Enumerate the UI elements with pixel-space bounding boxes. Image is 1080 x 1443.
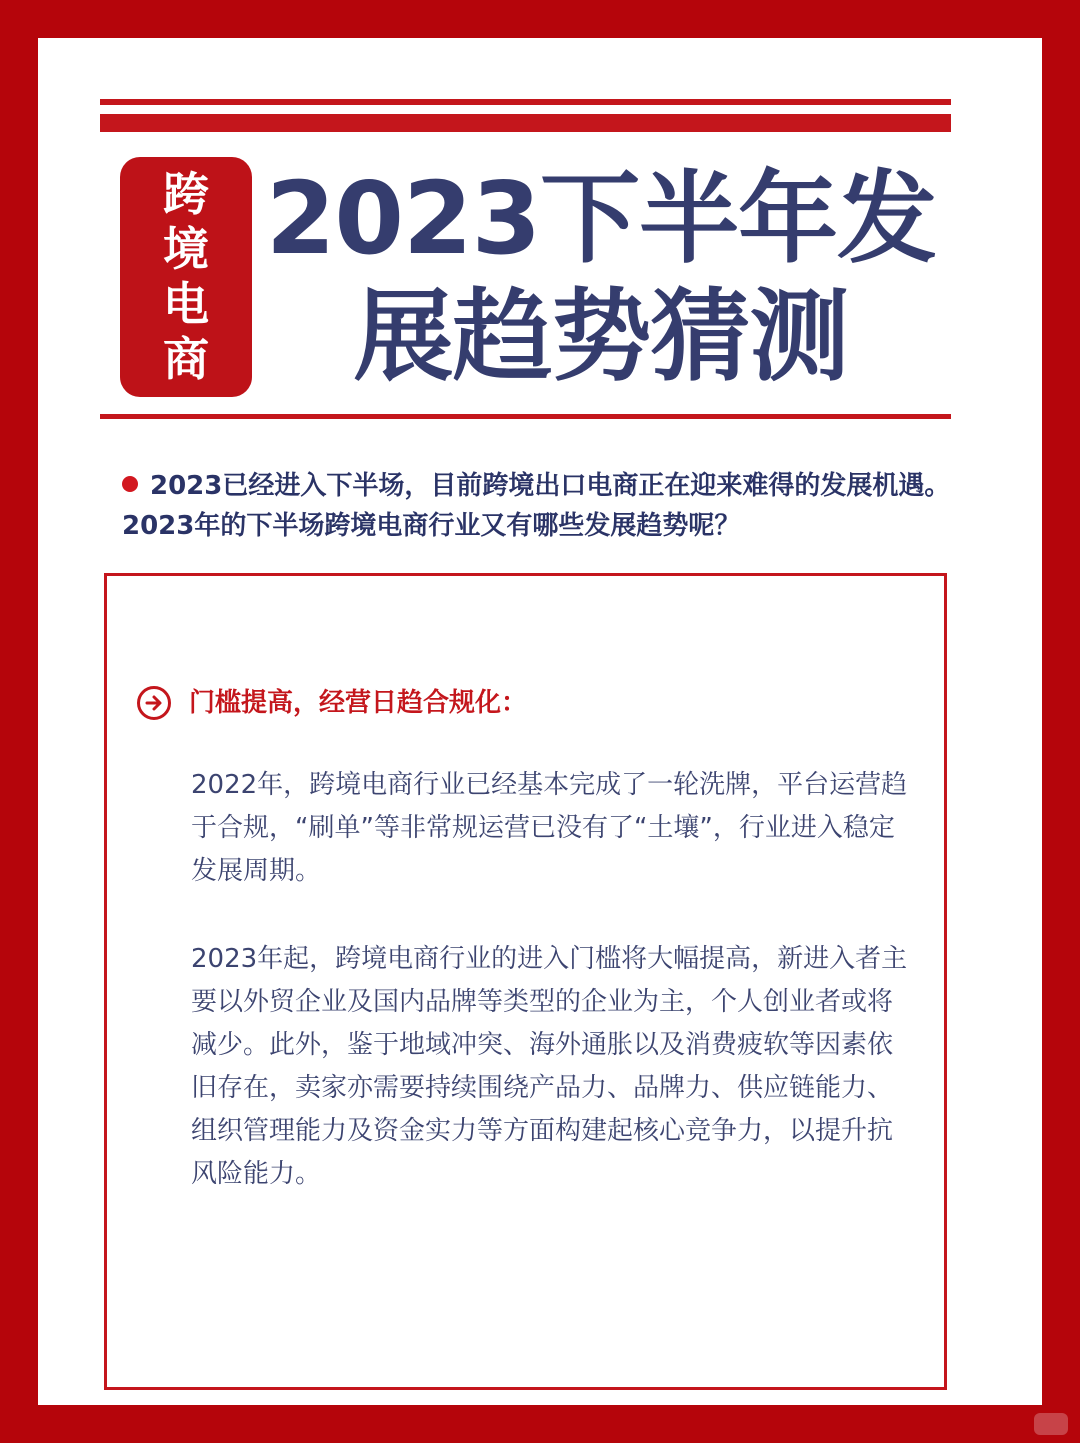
section-heading-text: 门槛提高，经营日趋合规化： bbox=[189, 687, 528, 718]
title-line-2: 展趋势猜测 bbox=[353, 278, 849, 395]
title-line-1: 2023下半年发 bbox=[265, 160, 937, 277]
tag-char: 跨 bbox=[163, 167, 209, 221]
body-paragraph-2: 2023年起，跨境电商行业的进入门槛将大幅提高，新进入者主要以外贸企业及国内品牌等类型的企业为主，个人创业者或将减少。此外，鉴于地域冲突、海外通胀以及消费疲软等因素依旧存在，卖家亦需要持续围绕产品力、品牌力、供应链能力、组织管理能力及资金实力等方面构建起核心竞争力，以提升抗风险能力。 bbox=[191, 944, 908, 1189]
title-underline bbox=[100, 414, 951, 419]
top-rule-thick bbox=[100, 114, 951, 132]
intro-paragraph bbox=[122, 466, 952, 546]
bullet-dot-icon bbox=[122, 476, 138, 492]
intro-text: 2023已经进入下半场，目前跨境出口电商正在迎来难得的发展机遇。2023年的下半场跨境电商行业又有哪些发展趋势呢？ bbox=[122, 471, 951, 541]
page-title bbox=[256, 160, 946, 396]
content-box bbox=[104, 573, 947, 1390]
category-tag bbox=[120, 157, 252, 397]
tag-char: 商 bbox=[163, 332, 209, 386]
top-rule-thin bbox=[100, 99, 951, 105]
tag-char: 电 bbox=[163, 277, 209, 331]
body-paragraph-1: 2022年，跨境电商行业已经基本完成了一轮洗牌，平台运营趋于合规，“刷单”等非常规运营已没有了“土壤”，行业进入稳定发展周期。 bbox=[191, 770, 908, 886]
tag-char: 境 bbox=[163, 222, 209, 276]
watermark-logo bbox=[1034, 1413, 1068, 1435]
section-heading bbox=[137, 680, 527, 720]
circle-arrow-right-icon bbox=[137, 686, 171, 720]
